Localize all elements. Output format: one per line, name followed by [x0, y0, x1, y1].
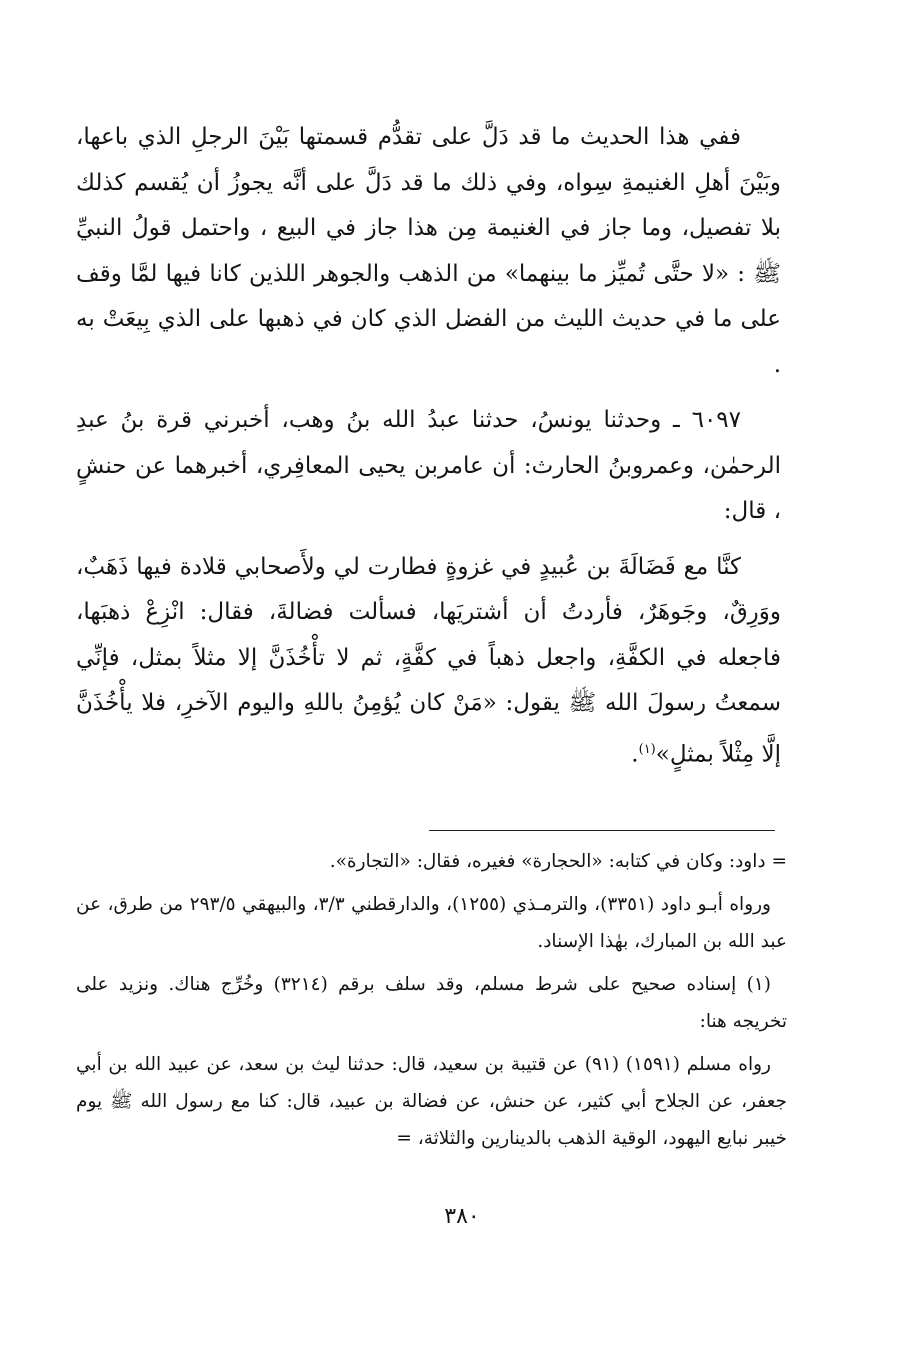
hadith-number: ٦٠٩٧: [691, 407, 742, 433]
footnote-1: (١) إسناده صحيح على شرط مسلم، وقد سلف برقم (٣٢١٤) وخُرِّج هناك. ونزيد على تخريجه هنا:: [76, 974, 787, 1032]
hadith-matn: [76, 545, 781, 778]
hadith-isnad: [76, 398, 781, 535]
commentary-paragraph: ففي هذا الحديث ما قد دَلَّ على تقدُّم قسمتها بَيْنَ الرجلِ الذي باعها، وبَيْنَ أهلِ الغنيمةِ سِواه، وفي ذلك ما قد دَلَّ على أنَّه يجوزُ أن يُقسم كذلك بلا تفصيل، وما جاز في الغنيمة مِن هذا جاز في البيع ، واحتمل قولُ النبيِّ ﷺ : «لا حتَّى تُميِّز ما بينهما» من الذهب والجوهر اللذين كانا فيها لمَّا وقف على ما في حديث الليث من الفضل الذي كان في ذهبها على الذي بِيعَتْ به .: [76, 124, 781, 378]
footnote-1-continuation: رواه مسلم (١٥٩١) (٩١) عن قتيبة بن سعيد، قال: حدثنا ليث بن سعد، عن عبيد الله بن أبي جعفر، عن الجلاح أبي كثير، عن حنش، عن فضالة بن عبيد، قال: كنا مع رسول الله ﷺ يوم خيبر نبايع اليهود، الوقية الذهب بالدينارين والثلاثة، =: [76, 1054, 787, 1149]
footnote-continuation-paragraph: ورواه أبـو داود (٣٣٥١)، والترمـذي (١٢٥٥)، والدارقطني ٣/٣، والبيهقي ٢٩٣/٥ من طرق، عن عبد الله بن المبارك، بهٰذا الإسناد.: [76, 894, 787, 952]
page-number: ٣٨٠: [444, 1204, 480, 1229]
footnote-marker[interactable]: (١): [638, 741, 656, 757]
isnad-text: ـ وحدثنا يونسُ، حدثنا عبدُ الله بنُ وهب، أخبرني قرة بنُ عبدِ الرحمٰن، وعمروبنُ الحارث: أن عامربن يحيى المعافِري، أخبرهما عن حنشٍ ، قال:: [76, 407, 781, 524]
footnotes: [76, 843, 787, 1157]
matn-text: كنَّا مع فَضَالَةَ بن عُبيدٍ في غزوةٍ فطارت لي ولأَصحابي قلادة فيها ذَهَبٌ، ووَرِقٌ، وجَوهَرٌ، فأردتُ أن أشتريَها، فسألت فضالةَ، فقال: انْزِعْ ذهبَها، فاجعله في الكفَّةِ، واجعل ذهباً في كفَّةٍ، ثم لا تأْخُذَنَّ إلا مثلاً بمثل، فإنِّي سمعتُ رسولَ الله ﷺ يقول: «مَنْ كان يُؤمِنُ باللهِ واليوم الآخرِ، فلا يأْخُذَنَّ إلَّا مِثْلاً بمثلٍ»: [76, 553, 781, 768]
footnote-continuation-line: = داود: وكان في كتابه: «الحجارة» فغيره، فقال: «التجارة».: [329, 851, 787, 872]
main-text: [76, 115, 781, 778]
matn-end: .: [631, 741, 639, 768]
footnote-separator: [429, 830, 775, 831]
